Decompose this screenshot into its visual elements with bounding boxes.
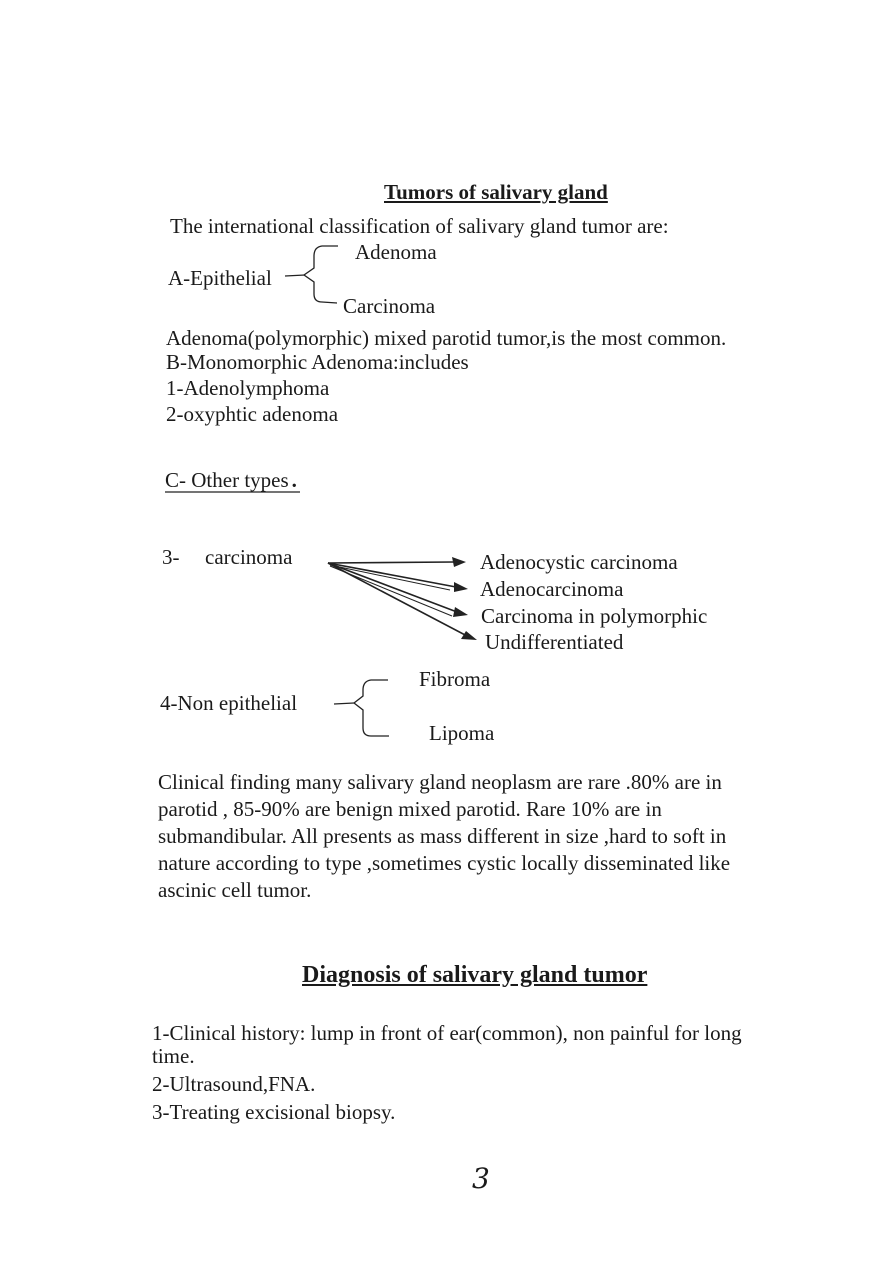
diagnosis-item-1-cont: time. (152, 1044, 195, 1068)
carcinoma-type-2: Adenocarcinoma (480, 577, 624, 601)
carcinoma-type-4: Undifferentiated (485, 630, 624, 654)
non-epithelial-brace (334, 680, 389, 736)
intro-text: The international classification of salivary gland tumor are: (170, 214, 669, 238)
clinical-line-2: parotid , 85-90% are benign mixed parotid. Rare 10% are in (158, 797, 662, 821)
carcinoma-number: 3- (162, 545, 180, 569)
clinical-line-5: ascinic cell tumor. (158, 878, 312, 902)
non-epithelial-branch-lipoma: Lipoma (429, 721, 495, 745)
epithelial-branch-carcinoma: Carcinoma (343, 294, 436, 318)
diagnosis-item-2: 2-Ultrasound,FNA. (152, 1072, 316, 1096)
diagnosis-item-1: 1-Clinical history: lump in front of ear(common), non painful for long (152, 1021, 742, 1045)
clinical-line-4: nature according to type ,sometimes cystic locally disseminated like (158, 851, 731, 875)
monomorphic-item-1: 1-Adenolymphoma (166, 376, 330, 400)
carcinoma-arrows (328, 562, 467, 636)
carcinoma-label: carcinoma (205, 545, 293, 569)
other-types-dot: . (291, 468, 297, 492)
common-note: Adenoma(polymorphic) mixed parotid tumor,is the most common. (166, 326, 727, 350)
carcinoma-arrowheads (452, 557, 477, 640)
epithelial-label: A-Epithelial (168, 266, 272, 290)
diagnosis-item-3: 3-Treating excisional biopsy. (152, 1100, 396, 1124)
monomorphic-item-2: 2-oxyphtic adenoma (166, 402, 339, 426)
epithelial-branch-adenoma: Adenoma (355, 240, 437, 264)
monomorphic-heading: B-Monomorphic Adenoma:includes (166, 350, 469, 374)
epithelial-brace (285, 246, 338, 303)
page-number: 3 (472, 1162, 490, 1195)
non-epithelial-label: 4-Non epithelial (160, 691, 298, 715)
non-epithelial-branch-fibroma: Fibroma (419, 667, 491, 691)
section-title-diagnosis: Diagnosis of salivary gland tumor (302, 962, 648, 988)
carcinoma-type-3: Carcinoma in polymorphic (481, 604, 708, 628)
other-types-label: C- Other types (165, 468, 289, 492)
clinical-line-1: Clinical finding many salivary gland neoplasm are rare .80% are in (158, 770, 722, 794)
clinical-line-3: submandibular. All presents as mass different in size ,hard to soft in (158, 824, 727, 848)
section-title-tumors: Tumors of salivary gland (384, 180, 608, 204)
other-types-heading (165, 468, 297, 493)
carcinoma-type-1: Adenocystic carcinoma (480, 550, 678, 574)
